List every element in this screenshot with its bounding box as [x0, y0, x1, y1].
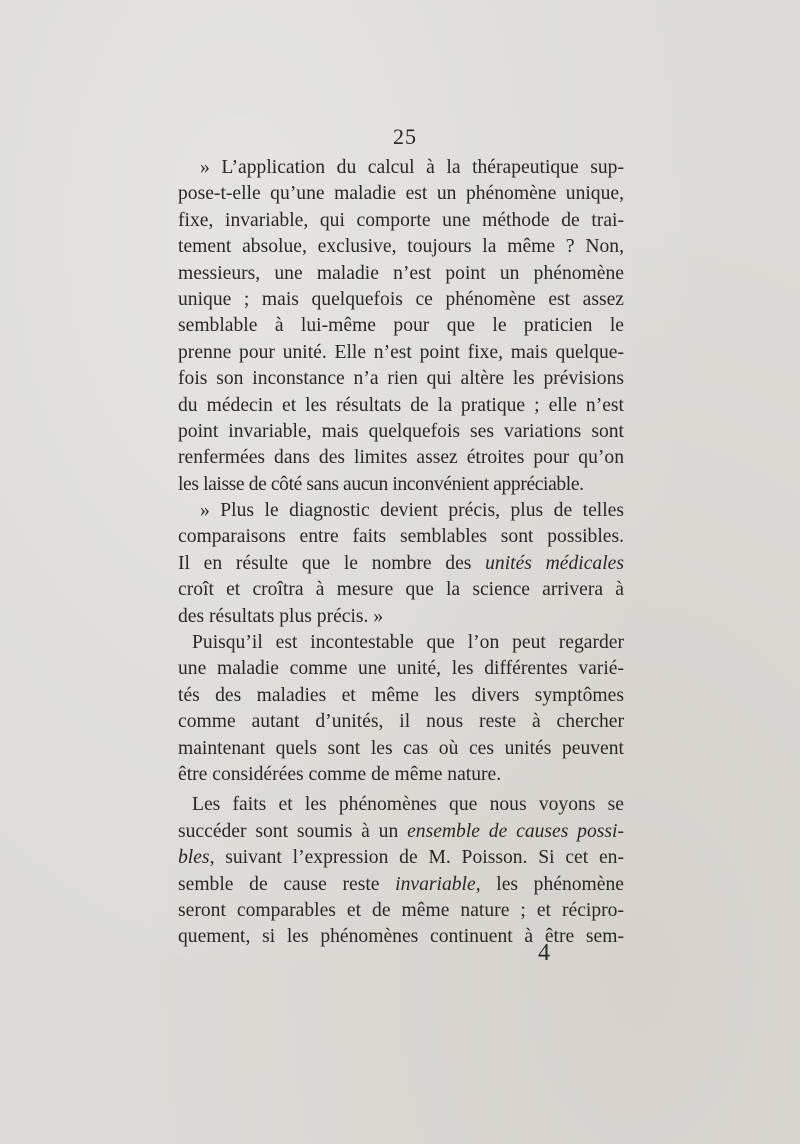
text-span: semble de cause reste [178, 873, 396, 895]
text-line [178, 819, 624, 845]
text-line: comparaisons entre faits semblables sont possibles. [178, 526, 624, 548]
text-span: Il en résulte que le nombre des [178, 552, 486, 574]
text-line: des résultats plus précis. » [178, 605, 384, 627]
text-line: prenne pour unité. Elle n’est point fixe, mais quelque- [178, 341, 624, 363]
text-line: Les faits et les phénomènes que nous voyons se [192, 794, 624, 816]
text-line [178, 872, 624, 898]
text-span: , suivant l’expression de M. Poisson. Si cet en- [209, 847, 624, 869]
text-line: tement absolue, exclusive, toujours la même ? Non, [178, 236, 624, 258]
signature-mark: 4 [538, 940, 550, 966]
text-line: être considérées comme de même nature. [178, 763, 502, 785]
paragraph [178, 792, 624, 950]
body-text [178, 155, 624, 951]
text-line: Puisqu’il est incontestable que l’on peut regarder [192, 632, 624, 654]
text-line: renfermées dans des limites assez étroites pour qu’on [178, 447, 624, 469]
text-line: messieurs, une maladie n’est point un phénomène [178, 262, 624, 284]
text-line: point invariable, mais quelquefois ses variations sont [178, 420, 624, 442]
italic-text: ensemble de causes possi- [407, 820, 624, 842]
text-line: » L’application du calcul à la thérapeutique sup- [200, 157, 624, 178]
text-line: maintenant quels sont les cas où ces unités peuvent [178, 737, 624, 759]
text-line: les laisse de côté sans aucun inconvénient appréciable. [178, 473, 584, 495]
text-line: pose-t-elle qu’une maladie est un phénomène unique, [178, 183, 624, 205]
text-line [178, 551, 624, 577]
text-line [178, 845, 624, 871]
text-line: unique ; mais quelquefois ce phénomène est assez [178, 288, 624, 310]
text-line: du médecin et les résultats de la pratique ; elle n’est [178, 394, 624, 416]
text-span: , les phénomène [475, 873, 624, 895]
text-line: comme autant d’unités, il nous reste à chercher [178, 711, 624, 733]
text-line: fixe, invariable, qui comporte une méthode de trai- [178, 209, 624, 231]
text-line: fois son inconstance n’a rien qui altère les prévisions [178, 368, 624, 390]
text-span: succéder sont soumis à un [178, 820, 408, 842]
text-line: une maladie comme une unité, les différentes varié- [178, 658, 624, 680]
text-line: » Plus le diagnostic devient précis, plus de telles [200, 500, 624, 522]
text-line: croît et croîtra à mesure que la science arrivera à [178, 579, 624, 601]
text-line: quement, si les phénomènes continuent à être sem- [178, 926, 624, 948]
text-line: semblable à lui-même pour que le praticien le [178, 315, 624, 337]
italic-text: unités médicales [485, 552, 624, 574]
italic-text: bles [178, 847, 210, 869]
paragraph [178, 155, 624, 498]
paragraph [178, 498, 624, 630]
text-line: seront comparables et de même nature ; et récipro- [178, 899, 624, 921]
text-line: tés des maladies et même les divers symptômes [178, 684, 624, 706]
italic-text: invariable [395, 873, 476, 895]
page-number: 25 [393, 124, 417, 149]
paragraph [178, 630, 624, 788]
